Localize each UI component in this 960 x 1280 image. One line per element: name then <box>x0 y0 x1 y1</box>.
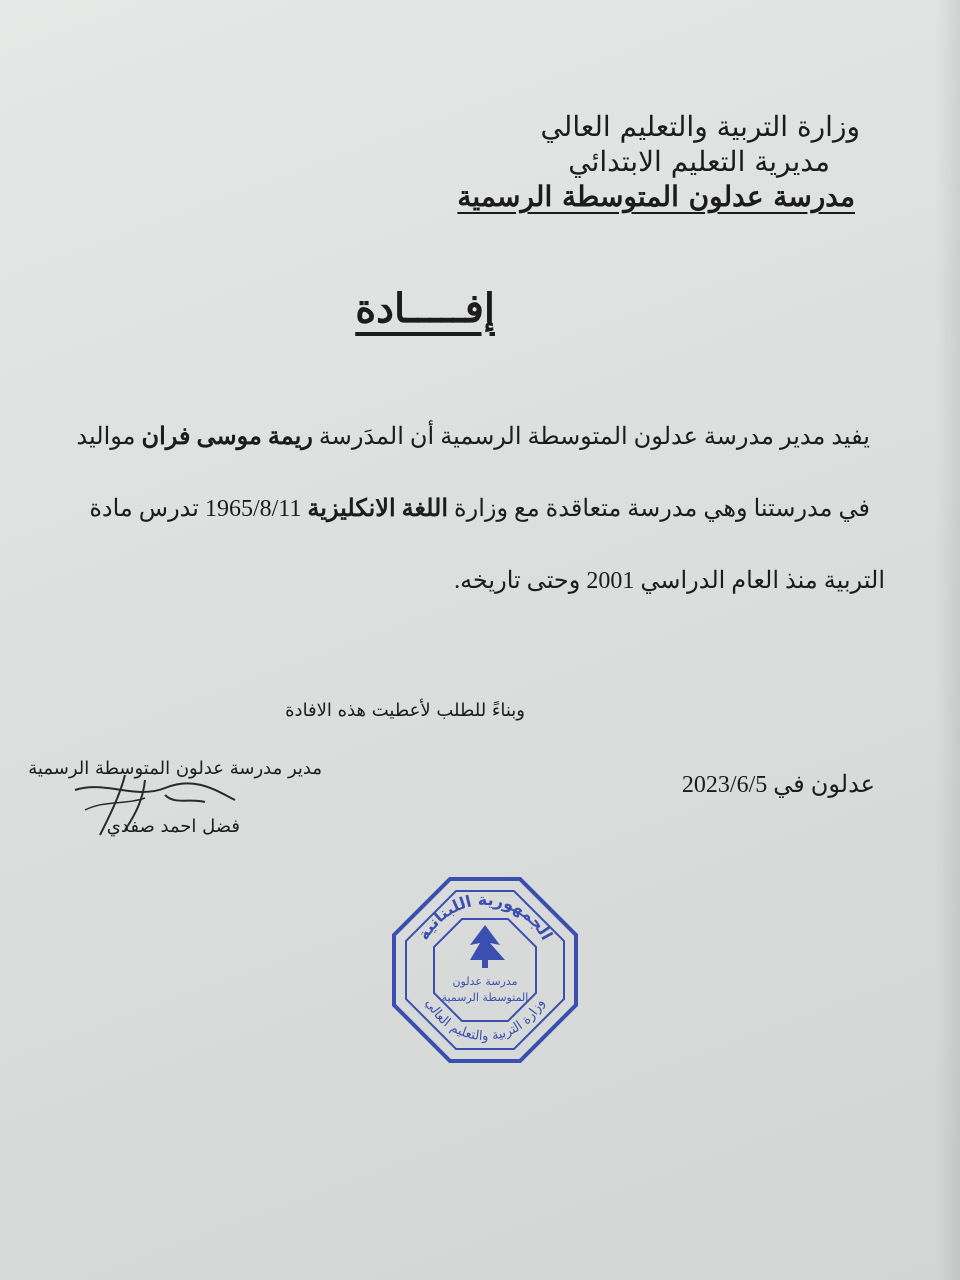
body-line-1-start: يفيد مدير مدرسة عدلون المتوسطة الرسمية أن المدَرسة <box>318 424 870 450</box>
directorate-header: مديرية التعليم الابتدائي <box>568 145 830 178</box>
document-title: إفـــــادة <box>355 285 495 332</box>
ministry-header: وزارة التربية والتعليم العالي <box>540 110 860 143</box>
signatory-name: فضل احمد صفدي <box>106 816 240 837</box>
stamp-outer-bottom: وزارة التربية والتعليم العالي <box>422 996 548 1045</box>
official-stamp <box>390 875 580 1065</box>
stamp-outer-top: الجمهورية اللبنانية <box>413 889 557 944</box>
paper-edge-shadow <box>936 0 960 1280</box>
body-line-1-end: مواليد <box>76 424 136 450</box>
body-line-3: التربية منذ العام الدراسي 2001 وحتى تاريخه. <box>454 568 885 594</box>
closing-statement: وبناءً للطلب لأعطيت هذه الافادة <box>285 700 525 721</box>
stamp-graphic <box>390 875 580 1065</box>
place-and-date: عدلون في 2023/6/5 <box>681 772 875 798</box>
body-line-2-end: في مدرستنا وهي مدرسة متعاقدة مع وزارة <box>454 496 870 522</box>
body-line-2 <box>89 494 870 523</box>
stamp-inner-line-1: مدرسة عدلون <box>452 975 518 988</box>
signatory-role: مدير مدرسة عدلون المتوسطة الرسمية <box>28 758 322 779</box>
teacher-name: ريمة موسى فران <box>141 424 313 450</box>
body-line-2-start: 1965/8/11 تدرس مادة <box>89 496 302 522</box>
school-header: مدرسة عدلون المتوسطة الرسمية <box>457 180 855 213</box>
stamp-inner-line-2: المتوسطة الرسمية <box>441 991 529 1004</box>
cedar-icon <box>470 925 505 968</box>
body-line-1 <box>76 422 870 451</box>
subject-name: اللغة الانكليزية <box>307 496 449 522</box>
